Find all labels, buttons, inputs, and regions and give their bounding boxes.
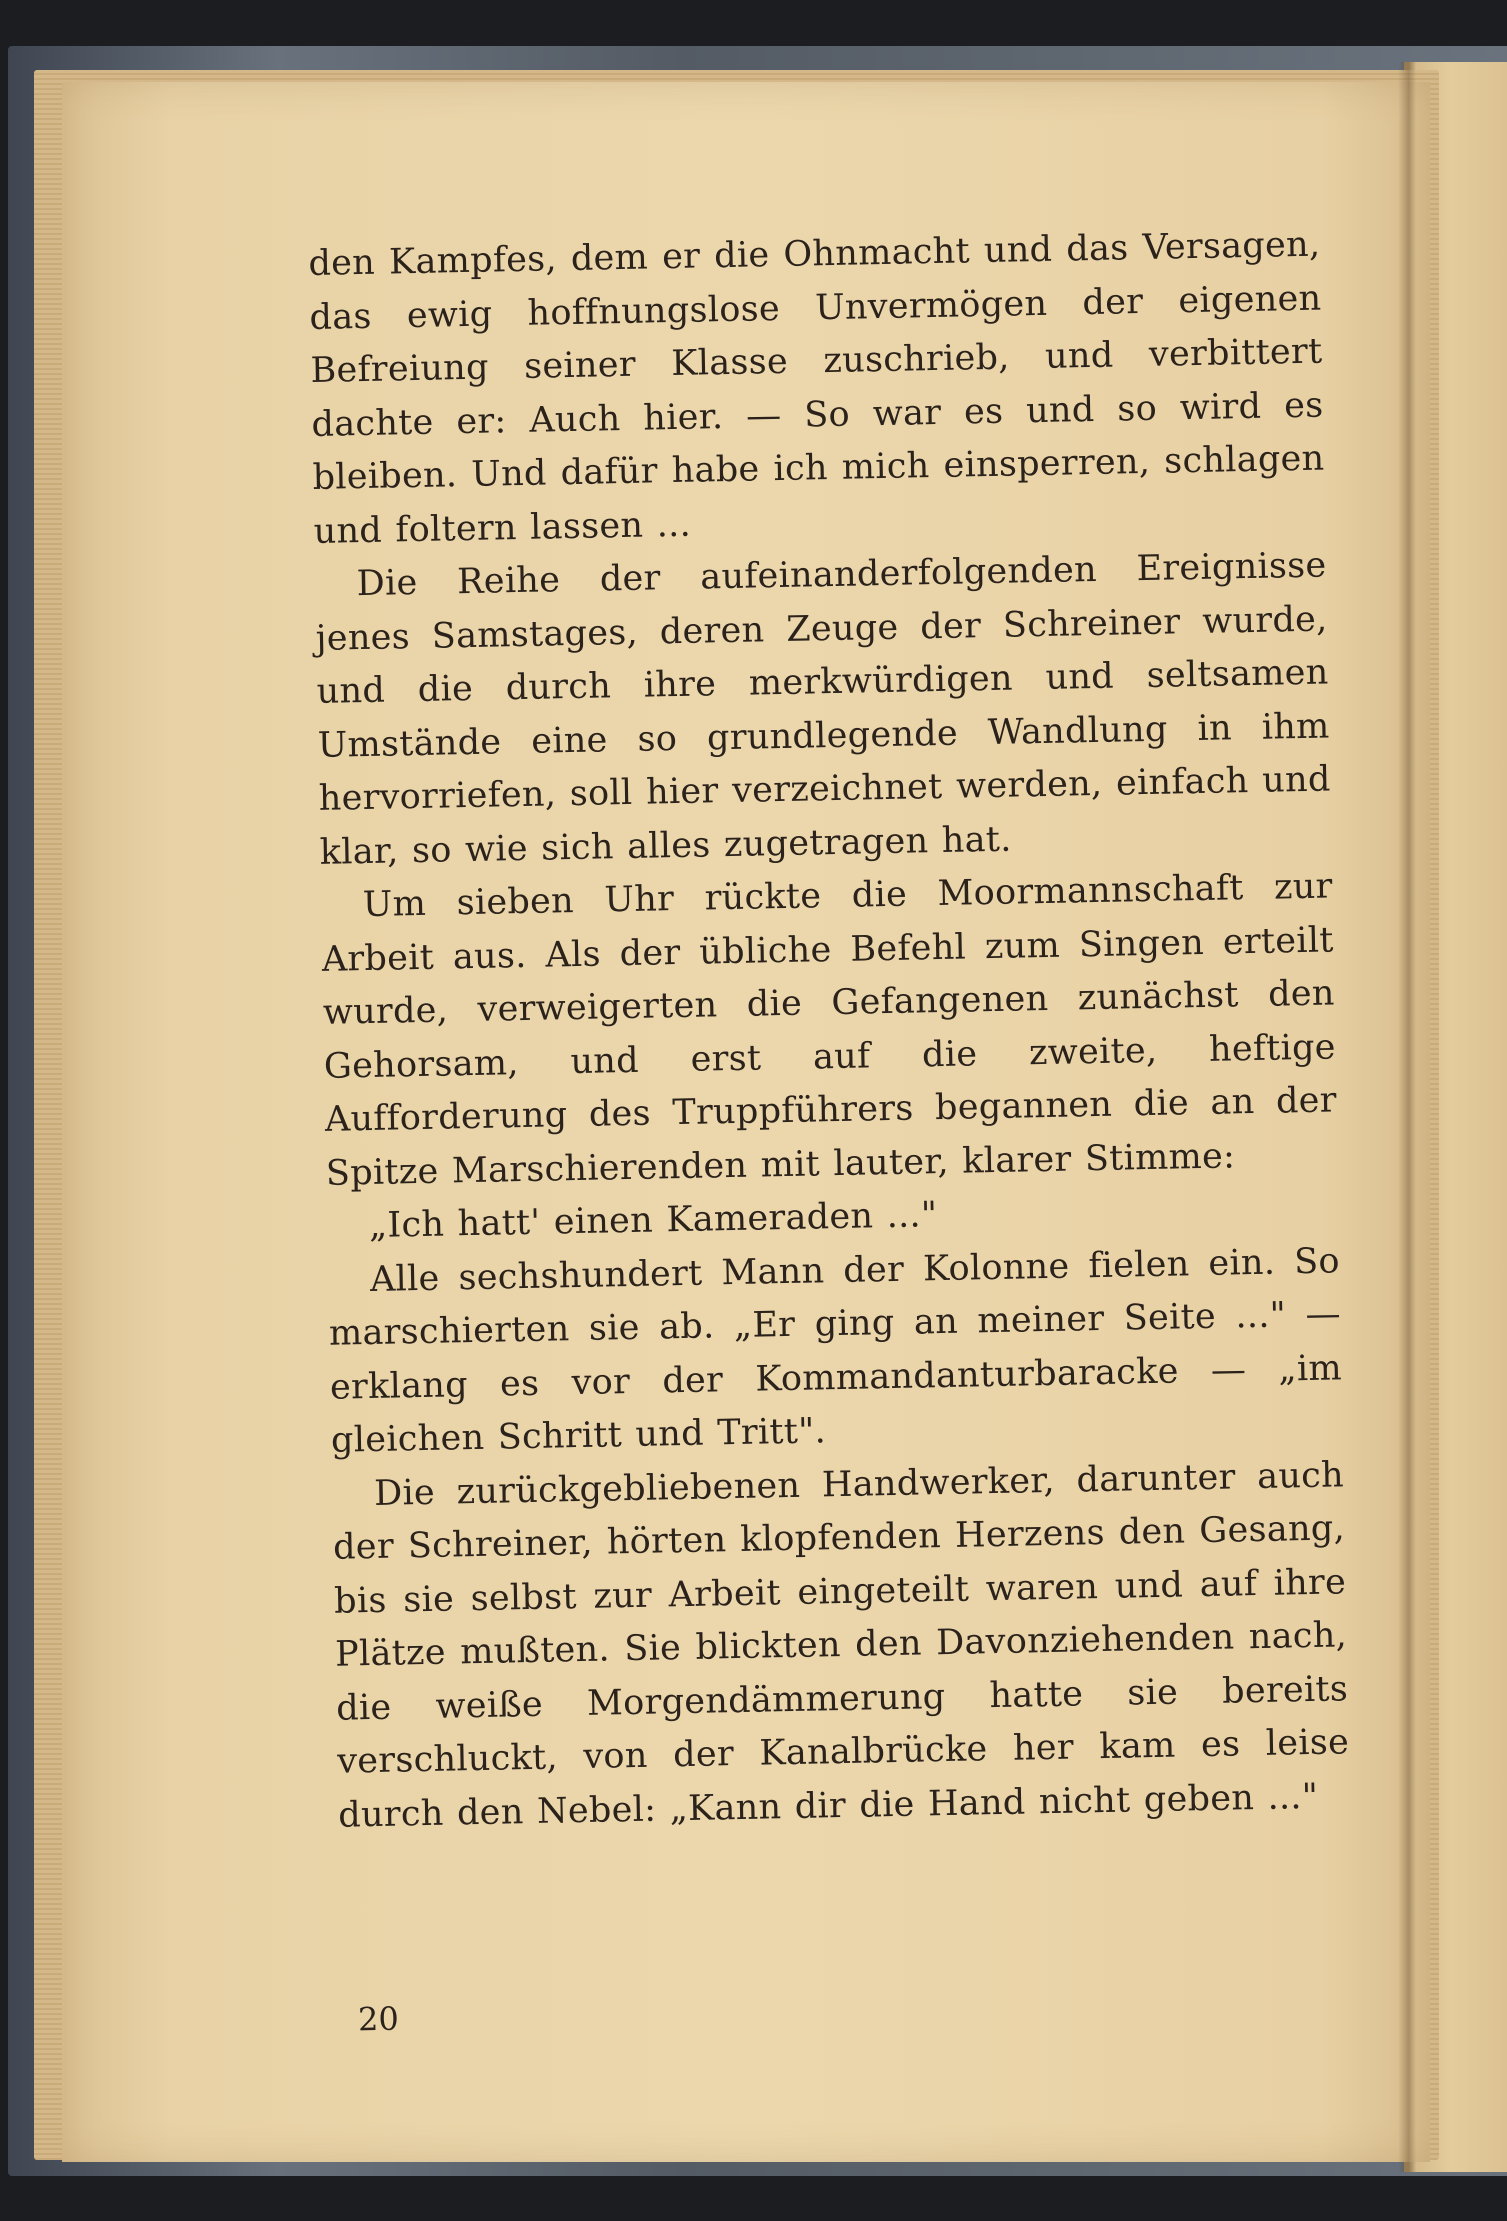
song-quote: „Ich hatt' einen Kameraden ..." xyxy=(368,1195,938,1247)
paragraph-1: den Kampfes, dem er die Ohnmacht und das Versagen, das ewig hoffnungslose Unvermögen der eigenen Befreiung seiner Klasse zuschrieb, und verbittert dachte er: Auch hier. — So war es und so wird es bleiben. Und dafür habe ich mich einsperren, schlagen und foltern lassen ... xyxy=(308,224,1325,552)
page-number: 20 xyxy=(357,1999,400,2039)
paragraph-5: Die zurückgebliebenen Handwerker, darunter auch der Schreiner, hörten klopfenden Herzens den Gesang, bis sie selbst zur Arbeit eingeteilt waren und auf ihre Plätze mußten. Sie blickten den Davonziehenden nach, die weiße Morgendämmerung hatte sie bereits verschluckt, von der Kanalbrücke her kam es leise durch den Nebel: „Kann dir die Hand nicht geben ..." xyxy=(332,1454,1350,1836)
paragraph-3: Um sieben Uhr rückte die Moormannschaft zur Arbeit aus. Als der übliche Befehl zum Singen erteilt wurde, verweigerten die Gefangenen zunächst den Gehorsam, und erst auf die zweite, heftige Aufforderung des Truppführers begannen die an der Spitze Marschierenden mit lauter, klarer Stimme: xyxy=(321,866,1338,1194)
page-text xyxy=(308,219,1351,1843)
gutter-shadow xyxy=(1398,62,1416,2172)
paragraph-2: Die Reihe der aufeinanderfolgenden Ereignisse jenes Samstages, deren Zeuge der Schreiner wurde, und die durch ihre merkwürdigen und seltsamen Umstände eine so grundlegende Wandlung in ihm hervorriefen, soll hier verzeichnet werden, einfach und klar, so wie sich alles zugetragen hat. xyxy=(315,545,1331,873)
paragraph-4: Alle sechshundert Mann der Kolonne fielen ein. So marschierten sie ab. „Er ging an meiner Seite ..." — erklang es vor der Kommandanturbaracke — „im gleichen Schritt und Tritt". xyxy=(328,1240,1343,1461)
